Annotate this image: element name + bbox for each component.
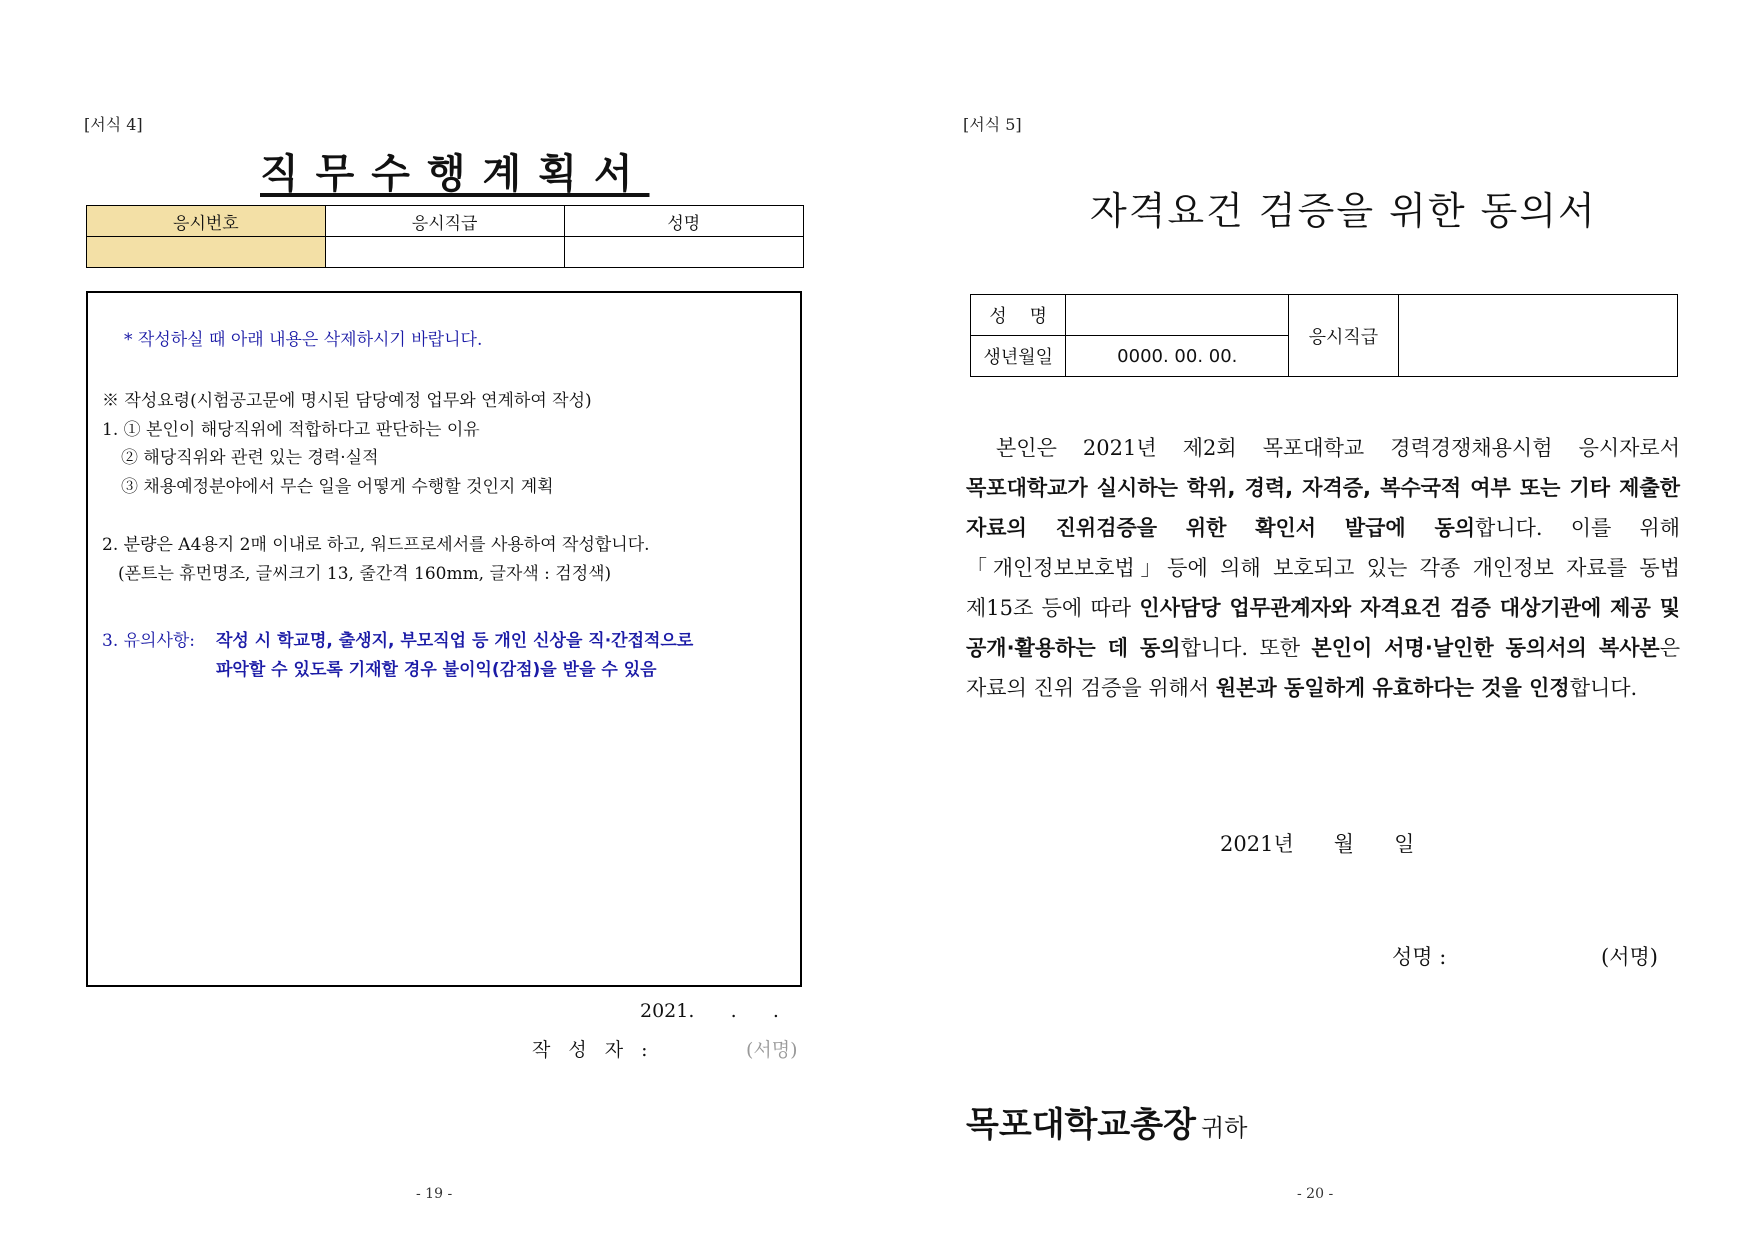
consent-text-1: 본인은 2021년 제2회 목포대학교 경력경쟁채용시험 응시자로서 (996, 436, 1680, 460)
table-header-row (87, 206, 804, 237)
cell-name-value[interactable] (1066, 295, 1289, 336)
page-number-19: - 19 - (416, 1186, 453, 1202)
cell-name[interactable] (564, 237, 804, 268)
consent-name-label: 성명 : (1392, 945, 1447, 969)
consent-bold-4: 원본과 동일하게 유효하다는 것을 인정 (1215, 676, 1570, 700)
guide-item-3-line2: 파악할 수 있도록 기재할 경우 불이익(감점)을 받을 수 있음 (216, 660, 657, 680)
consent-date: 2021년 월 일 (1220, 832, 1415, 856)
writer-label: 작 성 자 : (532, 1039, 654, 1061)
consent-paragraph (966, 428, 1680, 708)
header-name: 성명 (564, 206, 804, 237)
guide-item-2a: 2. 분량은 A4용지 2매 이내로 하고, 워드프로세서를 사용하여 작성합니다. (102, 535, 650, 555)
plan-writing-box[interactable] (86, 291, 802, 987)
guide-item-1b: ② 해당직위와 관련 있는 경력·실적 (121, 448, 379, 468)
table-input-row (87, 237, 804, 268)
cell-exam-grade-value[interactable] (1398, 295, 1677, 377)
recipient-line (966, 1097, 1247, 1146)
guide-item-1a: 1. ① 본인이 해당직위에 적합하다고 판단하는 이유 (102, 420, 480, 440)
consent-bold-1: 목포대학교가 실시하는 학위, 경력, 자격증, 복수국적 여부 또는 기타 제출한 자료의 진위검증을 위한 확인서 발급에 동의 (966, 476, 1680, 540)
consent-text-3: 합니다. 또한 (1180, 636, 1312, 660)
consent-info-table (970, 294, 1678, 377)
guide-heading: ※ 작성요령(시험공고문에 명시된 담당예정 업무와 연계하여 작성) (102, 391, 592, 411)
consent-bold-2: 인사담당 업무관계자와 자격요건 검증 대상기관에 제공 및 공개·활용하는 데 동의 (966, 596, 1680, 660)
cell-birthdate-value[interactable]: 0000. 00. 00. (1066, 336, 1289, 377)
consent-text-2: 합니다. 이를 위해 「개인정보보호법」등에 의해 보호되고 있는 각종 개인정보 자료를 동법 제15조 등에 따라 (966, 516, 1681, 620)
header-exam-number: 응시번호 (87, 206, 326, 237)
cell-exam-grade[interactable] (325, 237, 564, 268)
write-date: 2021. . . (640, 1000, 779, 1022)
page-number-20: - 20 - (1297, 1186, 1334, 1202)
writer-signature[interactable]: (서명) (746, 1039, 798, 1061)
consent-bold-3: 본인이 서명·날인한 동의서의 복사본 (1311, 636, 1660, 660)
applicant-info-table (86, 205, 804, 268)
cell-exam-number[interactable] (87, 237, 326, 268)
guide-item-3-label: 3. 유의사항: (102, 631, 196, 651)
form-label-5: [서식 5] (963, 115, 1022, 134)
consent-text-4: 은 자료의 진위 검증을 위해서 (966, 636, 1680, 700)
header-exam-grade: 응시직급 (325, 206, 564, 237)
form-label-4: [서식 4] (84, 115, 143, 134)
recipient-main: 목포대학교총장 (966, 1105, 1196, 1145)
label-name: 성 명 (971, 295, 1066, 336)
page-title-consent: 자격요건 검증을 위한 동의서 (1090, 189, 1597, 233)
label-birthdate: 생년월일 (971, 336, 1066, 377)
guide-item-2b: (폰트는 휴먼명조, 글씨크기 13, 줄간격 160mm, 글자색 : 검정색) (118, 564, 612, 584)
recipient-suffix: 귀하 (1201, 1114, 1248, 1142)
guide-item-3-line1: 작성 시 학교명, 출생지, 부모직업 등 개인 신상을 직·간접적으로 (216, 631, 694, 651)
consent-signature[interactable]: (서명) (1601, 945, 1658, 969)
guide-item-1c: ③ 채용예정분야에서 무슨 일을 어떻게 수행할 것인지 계획 (121, 477, 554, 497)
label-exam-grade: 응시직급 (1289, 295, 1399, 377)
page-title-job-plan: 직무수행계획서 (260, 151, 650, 197)
delete-note: * 작성하실 때 아래 내용은 삭제하시기 바랍니다. (124, 330, 483, 350)
consent-text-5: 합니다. (1569, 676, 1638, 700)
